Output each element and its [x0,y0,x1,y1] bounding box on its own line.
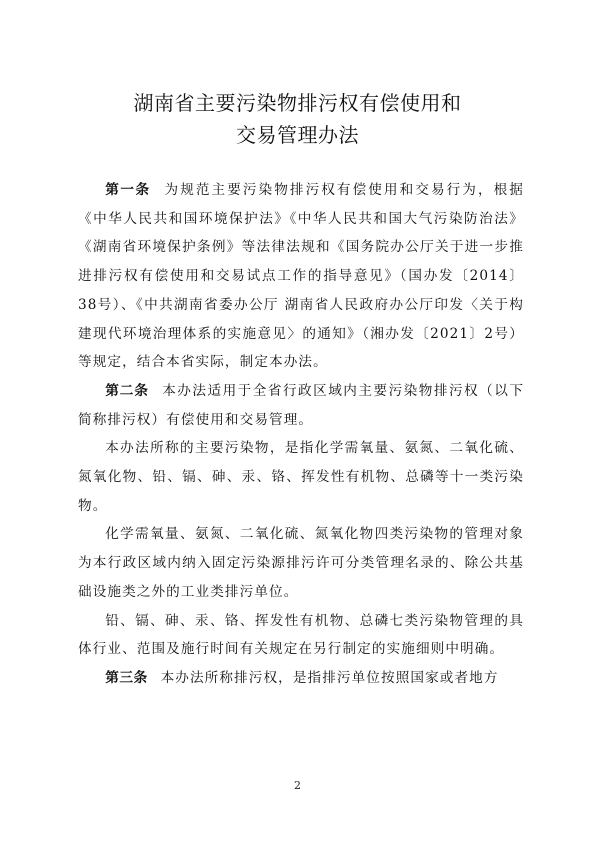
article-1-paragraph [78,176,524,377]
paragraph-text: 铅、镉、砷、汞、铬、挥发性有机物、总磷七类污染物管理的具体行业、范围及施行时间有关规定在另行制定的实施细则中明确。 [78,612,524,658]
pollutant-definition-paragraph [78,434,524,520]
document-title-line-1: 湖南省主要污染物排污权有偿使用和 [133,91,462,115]
paragraph-text: 化学需氧量、氨氮、二氧化硫、氮氧化物四类污染物的管理对象为本行政区域内纳入固定污染源排污许可分类管理名录的、除公共基础设施类之外的工业类排污单位。 [78,526,524,600]
article-text: 本办法所称排污权，是指排污单位按照国家或者地方 [160,669,499,686]
article-heading: 第三条 [105,669,156,686]
management-scope-paragraph [78,520,524,606]
document-title-line-2: 交易管理办法 [236,123,359,147]
page-number: 2 [294,779,301,792]
article-2-paragraph [78,377,524,434]
article-heading: 第一条 [105,182,159,198]
article-heading: 第二条 [105,382,157,399]
article-text: 本办法适用于全省行政区域内主要污染物排污权（以下简称排污权）有偿使用和交易管理。 [78,382,525,428]
document-body [78,176,524,693]
seven-pollutants-paragraph [78,607,524,664]
article-3-paragraph [78,664,524,693]
article-text: 为规范主要污染物排污权有偿使用和交易行为，根据《中华人民共和国环境保护法》《中华人民共和国大气污染防治法》《湖南省环境保护条例》等法律法规和《国务院办公厅关于进一步推进排污权有偿使用和交易试点工作的指导意见》（国办发〔2014〕38号）、《中共湖南省委办公厅 湖南省人民政府办公厅印发〈关于构建现代环境治理体系的实施意见〉的通知》（湘办发〔2021〕2号）等规定，结合本省实际，制定本办法。 [78,182,524,371]
paragraph-text: 本办法所称的主要污染物，是指化学需氧量、氨氮、二氧化硫、氮氧化物、铅、镉、砷、汞、铬、挥发性有机物、总磷等十一类污染物。 [78,440,524,514]
